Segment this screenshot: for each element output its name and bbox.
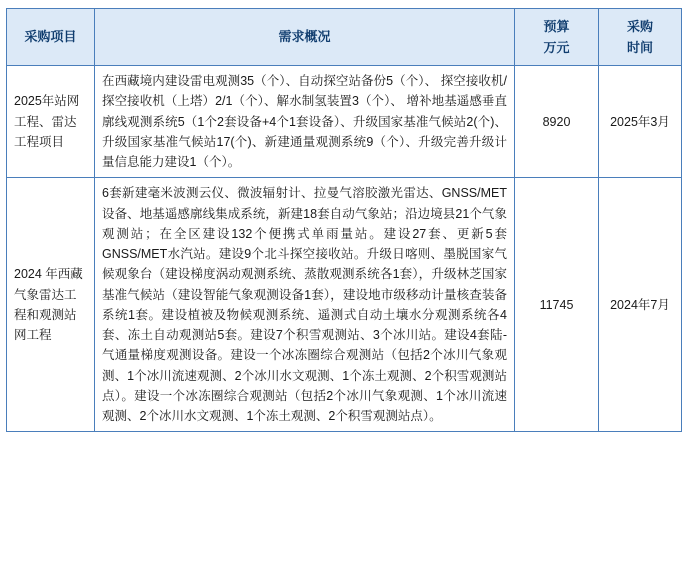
table-header-row <box>7 9 682 66</box>
column-header-budget-line1: 预算 <box>543 18 570 34</box>
cell-time: 2024年7月 <box>599 178 682 432</box>
procurement-table <box>6 8 682 432</box>
cell-demand: 在西藏境内建设雷电观测35（个）、自动探空站备份5（个）、 探空接收机/探空接收机（上塔）2/1（个）、解水制氢装置3（个）、 增补地基遥感垂直廓线观测系统5（1个2套设备+4个1套设备）、升级国家基准气候站2(个)、升级国家基准气候站17(个)、新建通量观测系统9（个）、升级完善升级计量信息能力建设1（个）。 <box>95 66 515 178</box>
cell-budget: 11745 <box>515 178 599 432</box>
cell-project: 2024 年西藏气象雷达工程和观测站网工程 <box>7 178 95 432</box>
column-header-demand: 需求概况 <box>95 9 515 66</box>
column-header-budget-line2: 万元 <box>543 40 570 55</box>
table-body <box>7 66 682 432</box>
column-header-time <box>599 9 682 66</box>
table-header <box>7 9 682 66</box>
table-row <box>7 178 682 432</box>
cell-budget: 8920 <box>515 66 599 178</box>
column-header-project: 采购项目 <box>7 9 95 66</box>
table-row <box>7 66 682 178</box>
cell-project: 2025年站网工程、雷达工程项目 <box>7 66 95 178</box>
column-header-time-line1: 采购 <box>626 18 653 34</box>
column-header-time-line2: 时间 <box>626 40 653 55</box>
cell-demand: 6套新建毫米波测云仪、微波辐射计、拉曼气溶胶激光雷达、GNSS/MET设备、地基遥感廓线集成系统，新建18套自动气象站；沿边境县21个气象观测站；在全区建设132个便携式单雨量站。建设27套、更新5套GNSS/MET水汽站。建设9个北斗探空接收站。升级日喀则、墨脱国家气候观象台（建设梯度涡动观测系统、蒸散观测系统各1套），升级林芝国家基准气候站（建设智能气象观测设备1套），建设地市级移动计量核查装备系统1套。建设植被及物候观测系统、遥测式自动土壤水分观测系统各4套、冻土自动观测站5套。建设7个积雪观测站、3个冰川站。建设4套陆-气通量梯度观测设备。建设一个冰冻圈综合观测站（包括2个冰川气象观测、1个冰川流速观测、2个冰川水文观测、1个冻土观测、2个积雪观测站点）。建设一个冰冻圈综合观测站（包括2个冰川气象观测、1个冰川流速观测、2个冰川水文观测、1个冻土观测、2个积雪观测站点）。 <box>95 178 515 432</box>
column-header-budget <box>515 9 599 66</box>
cell-time: 2025年3月 <box>599 66 682 178</box>
